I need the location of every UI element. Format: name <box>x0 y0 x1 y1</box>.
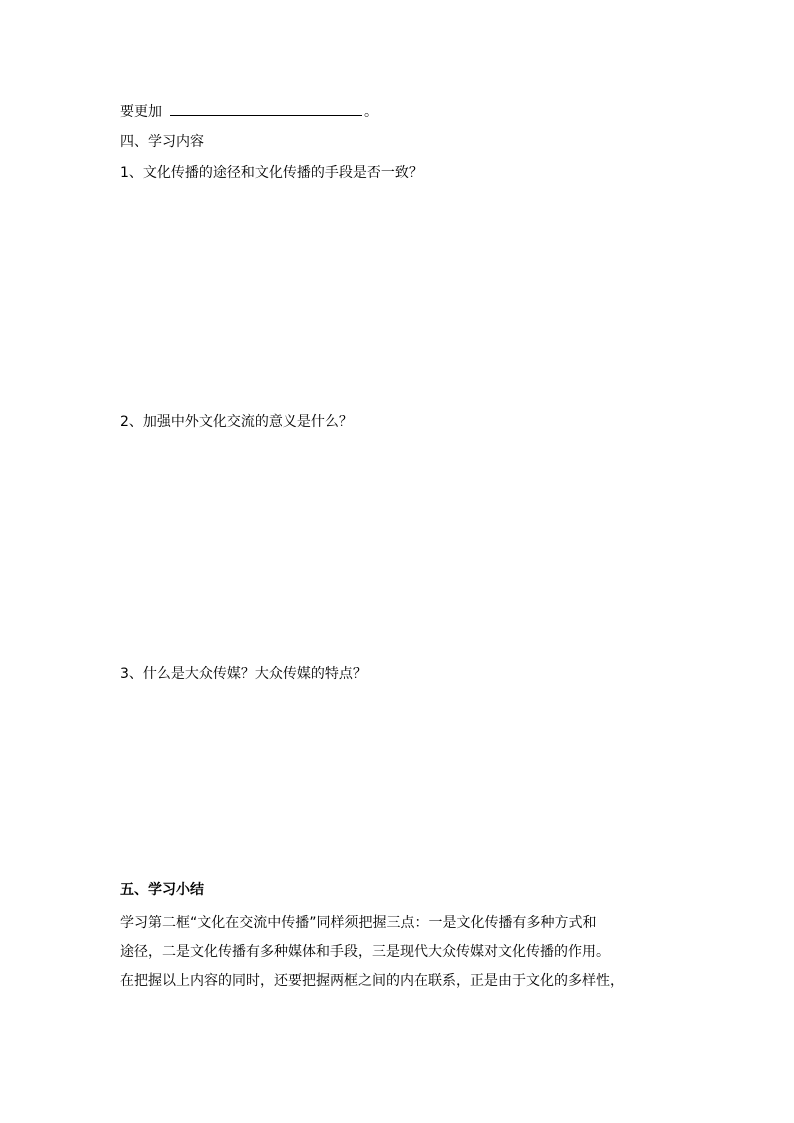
summary-line-1: 学习第二框“文化在交流中传播”同样须把握三点：一是文化传播有多种方式和 <box>120 915 597 931</box>
blank-prefix: 要更加 <box>120 104 162 120</box>
summary-line-3: 在把握以上内容的同时，还要把握两框之间的内在联系，正是由于文化的多样性， <box>120 973 624 989</box>
summary-line-2: 途径，二是文化传播有多种媒体和手段，三是现代大众传媒对文化传播的作用。 <box>120 944 610 960</box>
summary-paragraph <box>120 909 680 996</box>
answer-blank <box>170 101 362 116</box>
question-1: 1、文化传播的途径和文化传播的手段是否一致？ <box>120 165 423 181</box>
section-4-heading: 四、学习内容 <box>120 134 204 150</box>
blank-suffix: 。 <box>364 104 378 120</box>
question-2: 2、加强中外文化交流的意义是什么？ <box>120 414 353 430</box>
fill-in-blank-line <box>120 101 378 122</box>
question-3: 3、什么是大众传媒？大众传媒的特点？ <box>120 666 367 682</box>
section-5-heading: 五、学习小结 <box>120 882 204 898</box>
